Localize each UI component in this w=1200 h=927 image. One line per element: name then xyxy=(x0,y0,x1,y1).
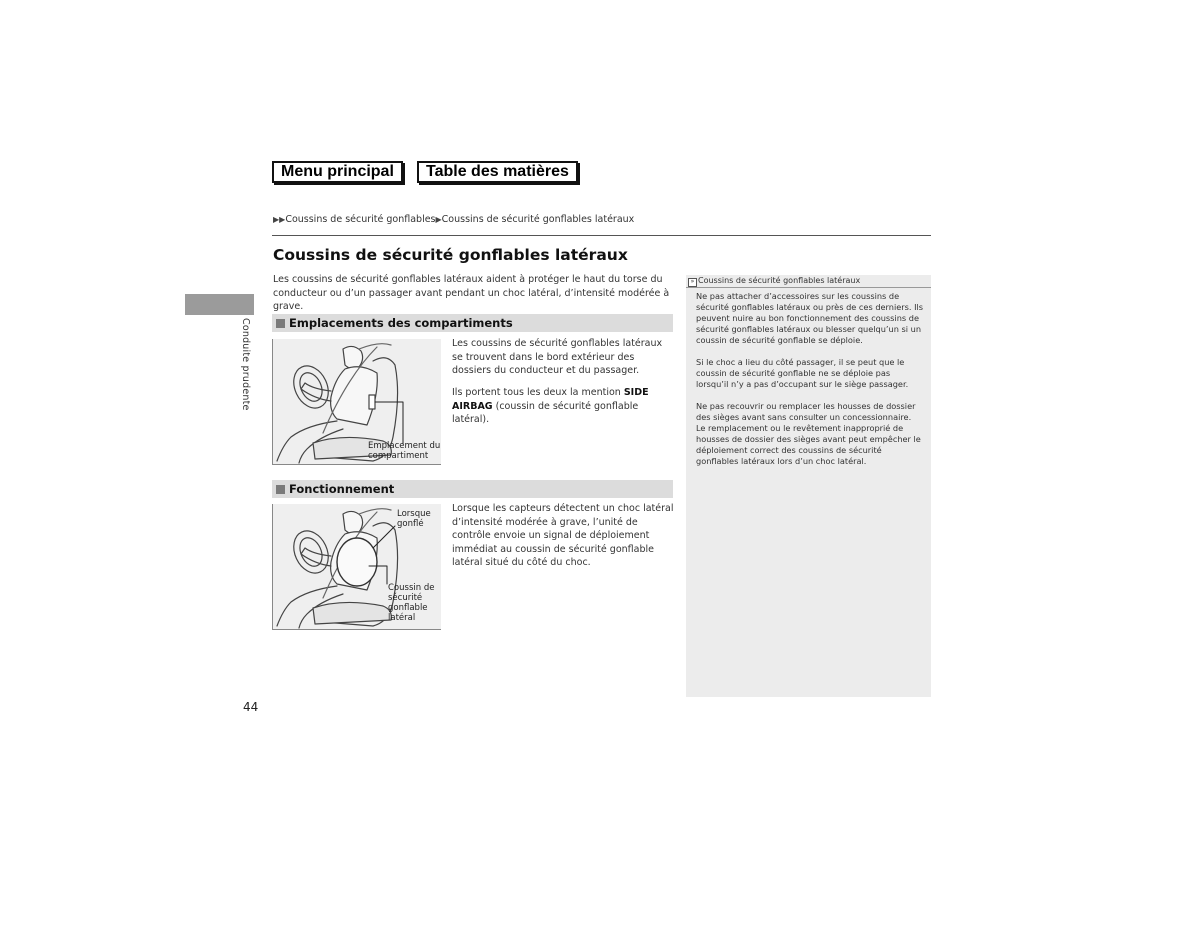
breadcrumb-arrow-icon: ▶▶ xyxy=(273,215,286,224)
airbag-location-illustration xyxy=(272,339,441,465)
page-number: 44 xyxy=(243,700,259,714)
chapter-tab-label: Conduite prudente xyxy=(240,318,251,411)
breadcrumb-item-side-airbags[interactable]: Coussins de sécurité gonflables latéraux xyxy=(441,214,635,225)
section-heading-operation-label: Fonctionnement xyxy=(289,482,395,496)
when-inflated-label: Lorsque gonflé xyxy=(397,509,431,529)
section-heading-operation xyxy=(272,480,673,498)
side-airbag-label: Coussin de sécurité gonflable latéral xyxy=(388,583,435,623)
side-airbag-mark: SIDE AIRBAG xyxy=(452,387,649,412)
notes-panel xyxy=(686,275,931,697)
main-menu-button[interactable]: Menu principal xyxy=(272,161,403,183)
intro-paragraph: Les coussins de sécurité gonflables latéraux aident à protéger le haut du torse du conducteur ou d’un passager avant pendant un choc latéral, d’intensité modérée à grave. xyxy=(273,274,670,312)
header-divider xyxy=(272,235,931,236)
note-marker-icon: » xyxy=(688,278,697,287)
notes-panel-title: Coussins de sécurité gonflables latéraux xyxy=(698,276,861,285)
table-of-contents-button[interactable]: Table des matières xyxy=(417,161,578,183)
note-passenger-side: Si le choc a lieu du côté passager, il se peut que le coussin de sécurité gonflable ne se déploie pas lorsqu’il n’y a pas d’occupant sur le siège passager. xyxy=(696,357,909,390)
notes-panel-header xyxy=(686,275,931,288)
side-airbag-label-paragraph xyxy=(452,386,674,427)
locations-paragraph: Les coussins de sécurité gonflables latéraux se trouvent dans le bord extérieur des dossiers du conducteur et du passager. xyxy=(452,338,663,376)
note-replacement: Le remplacement ou le revêtement inapproprié de housses de dossier des sièges avant peut empêcher le déploiement correct des coussins de sécurité gonflables latéraux lors d’un choc latéral. xyxy=(696,423,921,467)
side-airbag-text-after: (coussin de sécurité gonflable latéral). xyxy=(452,400,639,425)
compartment-location-label: Emplacement du compartiment xyxy=(368,441,441,461)
section-heading-locations xyxy=(272,314,673,332)
side-airbag-text-before: Ils portent tous les deux la mention xyxy=(452,387,624,398)
section-heading-locations-label: Emplacements des compartiments xyxy=(289,316,513,330)
page-title: Coussins de sécurité gonflables latéraux xyxy=(273,246,628,264)
breadcrumb xyxy=(273,214,634,225)
section-square-icon xyxy=(276,485,285,494)
section-square-icon xyxy=(276,319,285,328)
airbag-deployment-illustration xyxy=(272,504,441,630)
breadcrumb-separator-icon: ▶ xyxy=(435,215,442,224)
breadcrumb-item-airbags[interactable]: Coussins de sécurité gonflables xyxy=(285,214,436,225)
note-seat-covers: Ne pas recouvrir ou remplacer les housses de dossier des sièges avant sans consulter un concessionnaire. xyxy=(696,401,916,423)
note-accessories: Ne pas attacher d’accessoires sur les coussins de sécurité gonflables latéraux ou près de ces derniers. Ils peuvent nuire au bon fonctionnement des coussins de sécurité gonflables latéraux ou blesser quelqu’un si un coussin de sécurité gonflable se déploie. xyxy=(696,291,924,346)
operation-paragraph: Lorsque les capteurs détectent un choc latéral d’intensité modérée à grave, l’unité de contrôle envoie un signal de déploiement immédiat au coussin de sécurité gonflable latéral situé du côté du choc. xyxy=(452,503,674,568)
chapter-tab xyxy=(185,294,254,315)
